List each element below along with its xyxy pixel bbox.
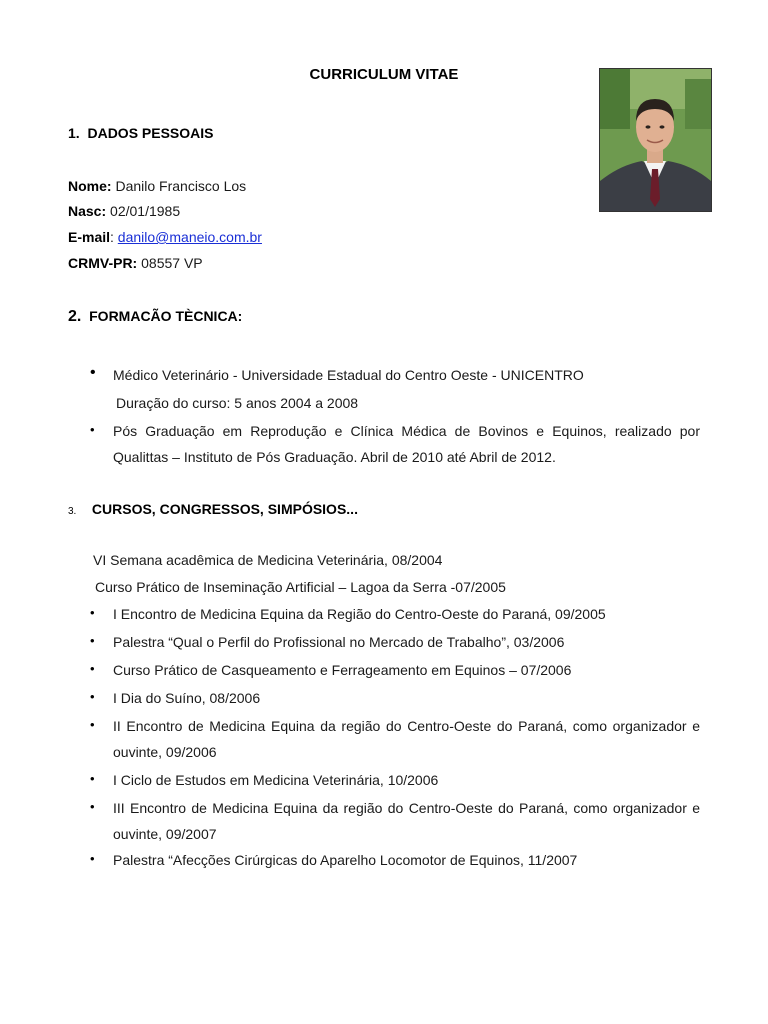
name-label: Nome: <box>68 178 112 194</box>
personal-crmv-row <box>68 255 203 271</box>
course-item-6-text: I Ciclo de Estudos em Medicina Veterinária, 10/2006 <box>113 772 439 788</box>
section-3-heading <box>68 501 358 517</box>
education-item-1-text: Médico Veterinário - Universidade Estadual do Centro Oeste - UNICENTRO <box>113 367 584 383</box>
document-title: CURRICULUM VITAE <box>309 66 459 83</box>
course-item-8-text: Palestra “Afecções Cirúrgicas do Aparelho Locomotor de Equinos, 11/2007 <box>113 852 578 868</box>
bullet-icon: • <box>90 689 95 704</box>
birth-value: 02/01/1985 <box>110 203 181 219</box>
profile-photo <box>599 68 712 212</box>
course-item-3 <box>90 657 700 683</box>
bullet-icon: • <box>90 771 95 786</box>
bullet-icon: • <box>90 851 95 866</box>
bullet-icon: • <box>90 422 95 437</box>
education-item-3-text: Pós Graduação em Reprodução e Clínica Médica de Bovinos e Equinos, realizado por Qualittas – Instituto de Pós Graduação. Abril de 2010 até Abril de 2012. <box>113 423 700 465</box>
education-item-3 <box>90 418 700 470</box>
section-2-heading <box>68 308 242 326</box>
section-1-number: 1. <box>68 125 80 141</box>
section-2-title: FORMACÃO TÈCNICA: <box>89 308 243 324</box>
personal-name-row <box>68 178 246 194</box>
name-value: Danilo Francisco Los <box>115 178 247 194</box>
email-link[interactable]: danilo@maneio.com.br <box>117 229 262 245</box>
section-3-title: CURSOS, CONGRESSOS, SIMPÓSIOS... <box>91 501 358 517</box>
course-item-3-text: Curso Prático de Casqueamento e Ferrageamento em Equinos – 07/2006 <box>113 662 572 678</box>
personal-birth-row <box>68 203 180 219</box>
email-separator: : <box>110 229 114 245</box>
bullet-icon: • <box>90 717 95 732</box>
bullet-icon: • <box>90 799 95 814</box>
bullet-icon: • <box>90 605 95 620</box>
personal-email-row <box>68 229 262 245</box>
course-item-5-text: II Encontro de Medicina Equina da região do Centro-Oeste do Paraná, como organizador e ouvinte, 09/2006 <box>113 718 700 760</box>
education-item-1 <box>90 362 700 388</box>
crmv-label: CRMV-PR: <box>68 255 138 271</box>
bullet-icon: • <box>90 633 95 648</box>
course-plain-2: Curso Prático de Inseminação Artificial – Lagoa da Serra -07/2005 <box>95 579 506 595</box>
section-3-number: 3. <box>68 506 77 517</box>
course-item-1-text: I Encontro de Medicina Equina da Região do Centro-Oeste do Paraná, 09/2005 <box>113 606 606 622</box>
education-item-2-text: Duração do curso: 5 anos 2004 a 2008 <box>116 395 359 411</box>
section-2-number: 2. <box>68 308 82 325</box>
section-1-heading <box>68 125 214 141</box>
course-item-1 <box>90 601 700 627</box>
course-item-7-text: III Encontro de Medicina Equina da região do Centro-Oeste do Paraná, como organizador e ouvinte, 09/2007 <box>113 800 700 842</box>
bullet-icon: • <box>90 661 95 676</box>
email-label: E-mail <box>68 229 111 245</box>
course-item-7 <box>90 795 700 847</box>
course-item-4-text: I Dia do Suíno, 08/2006 <box>113 690 261 706</box>
course-item-2 <box>90 629 700 655</box>
crmv-value: 08557 VP <box>141 255 203 271</box>
profile-photo-image <box>600 69 711 211</box>
course-item-2-text: Palestra “Qual o Perfil do Profissional no Mercado de Trabalho”, 03/2006 <box>113 634 565 650</box>
course-item-6 <box>90 767 700 793</box>
course-item-5 <box>90 713 700 765</box>
course-plain-1: VI Semana acadêmica de Medicina Veterinária, 08/2004 <box>93 552 443 568</box>
bullet-icon: • <box>90 364 96 381</box>
course-item-4 <box>90 685 700 711</box>
course-item-8 <box>90 847 700 873</box>
birth-label: Nasc: <box>68 203 107 219</box>
section-1-title: DADOS PESSOAIS <box>87 125 214 141</box>
